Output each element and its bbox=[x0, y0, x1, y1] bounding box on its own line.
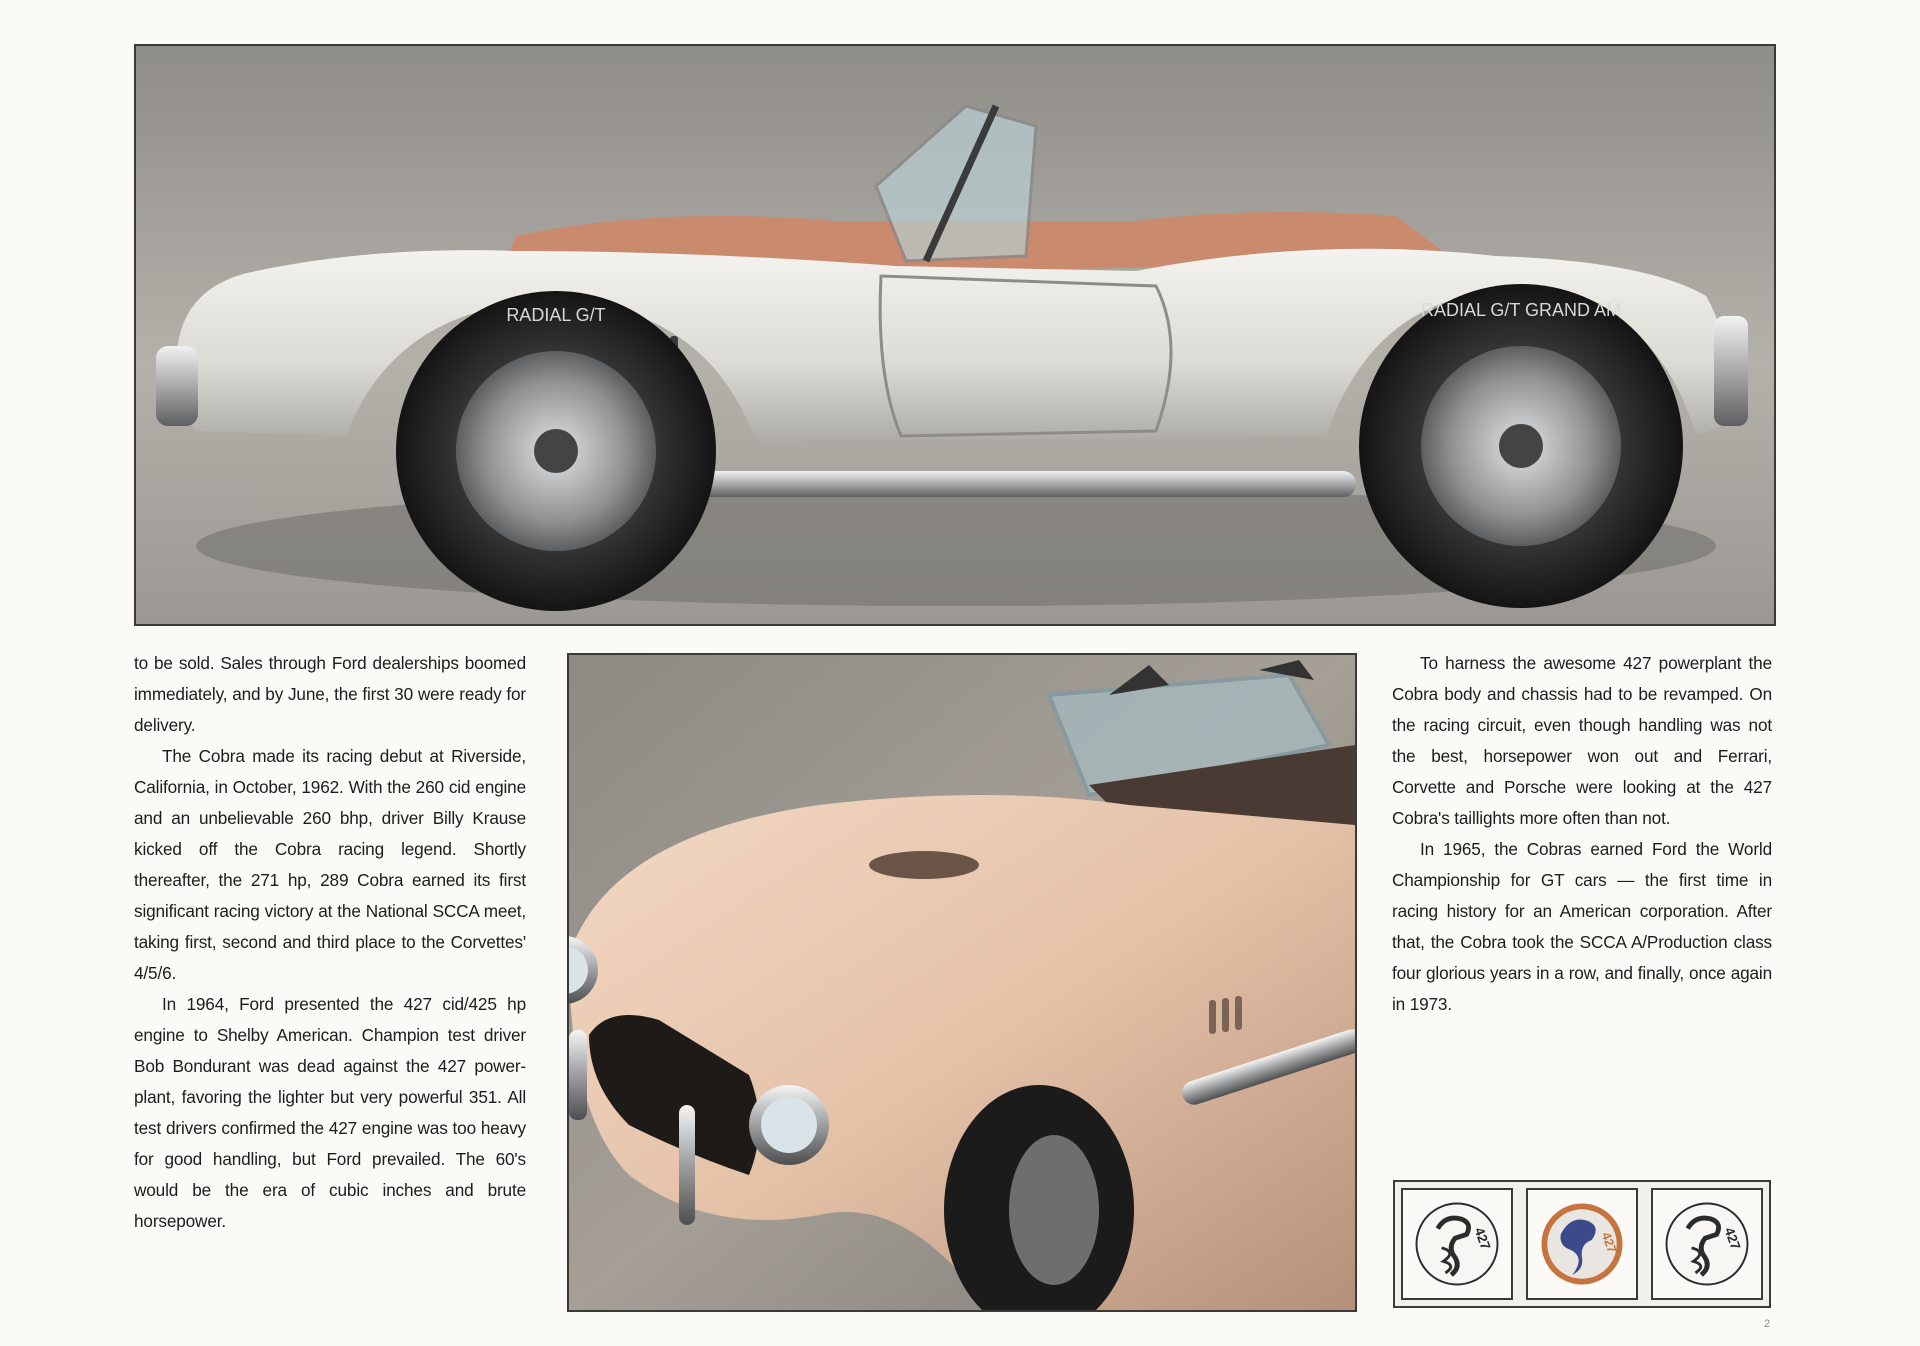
badge-label: 427 bbox=[1721, 1225, 1744, 1252]
cobra-427-badge-color bbox=[1526, 1188, 1638, 1300]
article-paragraph: In 1964, Ford presented the 427 cid/425 hp engine to Shelby American. Champion test driver Bob Bondurant was dead against the 427 power-plant, favoring the lighter but very powerful 351. All test drivers confirmed the 427 engine was too heavy for good handling, but Ford prevailed. The 60's would be the era of cubic inches and brute horsepower. bbox=[134, 994, 526, 1231]
cobra-427-badge-line-art bbox=[1401, 1188, 1513, 1300]
cobra-front-quarter-photo bbox=[567, 653, 1357, 1312]
cobra-side-profile-photo bbox=[134, 44, 1776, 626]
rear-tire-lettering: RADIAL G/T GRAND AM bbox=[1420, 300, 1622, 320]
cobra-badge-strip bbox=[1393, 1180, 1771, 1308]
cobra-427-badge-line-art bbox=[1651, 1188, 1763, 1300]
article-paragraph: to be sold. Sales through Ford dealerships boomed immediately, and by June, the first 30 were ready for delivery. bbox=[134, 653, 526, 735]
article-right-column bbox=[1392, 648, 1772, 1020]
article-paragraph: In 1965, the Cobras earned Ford the World Championship for GT cars — the first time in racing history for an American corporation. After that, the Cobra took the SCCA A/Production class four glorious years in a row, and finally, once again in 1973. bbox=[1392, 839, 1772, 1014]
page-number: 2 bbox=[1764, 1318, 1771, 1330]
article-paragraph: To harness the awesome 427 powerplant the Cobra body and chassis had to be revamped. On the racing circuit, even though handling was not the best, horsepower won out and Ferrari, Corvette and Porsche were looking at the 427 Cobra's taillights more often than not. bbox=[1392, 653, 1772, 828]
article-left-column bbox=[134, 648, 526, 1237]
front-tire-lettering: RADIAL G/T bbox=[506, 305, 606, 325]
badge-label: 427 bbox=[1471, 1225, 1494, 1252]
badge-label: 427 bbox=[1598, 1230, 1620, 1255]
article-paragraph: The Cobra made its racing debut at Riverside, California, in October, 1962. With the 260 cid engine and an unbelievable 260 bhp, driver Billy Krause kicked off the Cobra racing legend. Shortly thereafter, the 271 hp, 289 Cobra earned its first significant racing victory at the National SCCA meet, taking first, second and third place to the Corvettes' 4/5/6. bbox=[134, 746, 526, 983]
